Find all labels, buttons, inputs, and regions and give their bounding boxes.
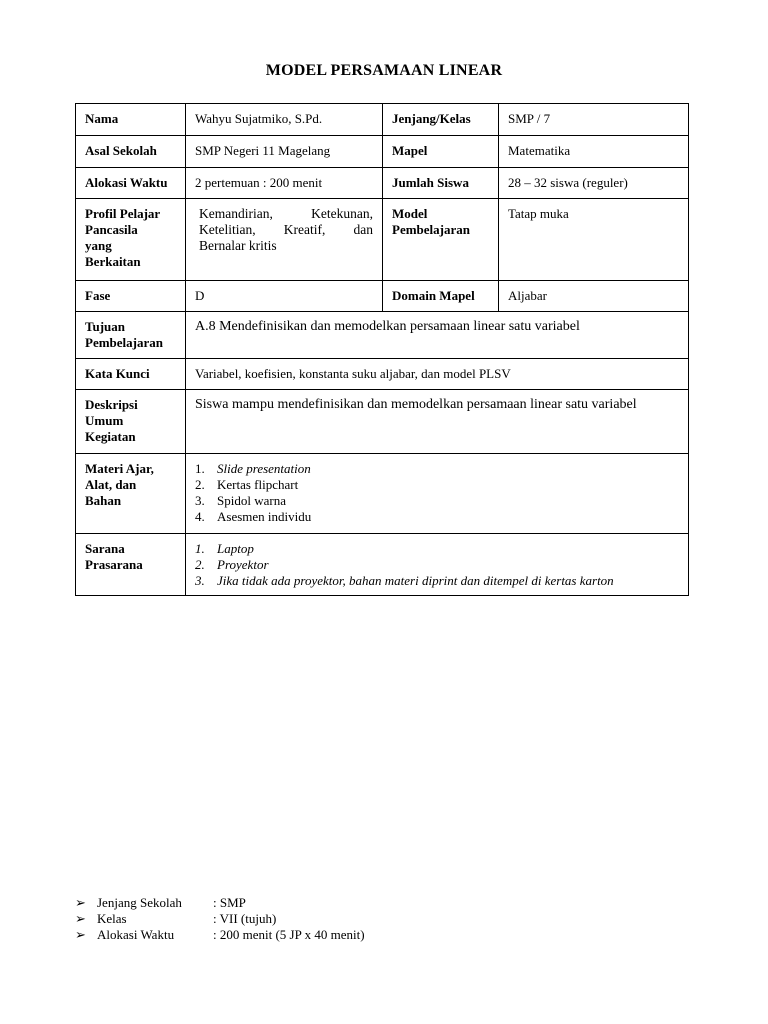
arrow-bullet-icon: ➢ <box>75 911 86 926</box>
list-number: 3. <box>195 573 205 588</box>
list-item <box>195 557 680 573</box>
arrow-bullet-icon: ➢ <box>75 895 86 910</box>
table-row <box>76 534 689 596</box>
list-item <box>195 477 680 493</box>
profil-label-line: Profil Pelajar <box>85 206 161 221</box>
profil-label-line: Berkaitan <box>85 254 141 269</box>
model-pembelajaran-value: Tatap muka <box>499 199 689 281</box>
list-item <box>75 895 365 911</box>
model-label-line: Pembelajaran <box>392 222 470 237</box>
profil-value-line: Kemandirian, Ketekunan, Ketelitian, Kreatif, dan <box>199 206 373 237</box>
sarana-label-line: Sarana <box>85 541 125 556</box>
list-number: 1. <box>195 461 205 476</box>
deskripsi-label-line: Deskripsi <box>85 397 138 412</box>
sarana-prasarana-label <box>76 534 186 596</box>
list-item <box>195 461 680 477</box>
model-label-line: Model <box>392 206 428 221</box>
jenjang-label: Jenjang/Kelas <box>383 104 499 136</box>
list-number: 3. <box>195 493 205 508</box>
summary-value: : SMP <box>213 895 246 910</box>
summary-key: Alokasi Waktu <box>97 927 175 942</box>
tujuan-label-line: Tujuan <box>85 319 125 334</box>
table-row <box>76 281 689 312</box>
fase-value: D <box>186 281 383 312</box>
list-number: 4. <box>195 509 205 524</box>
kata-kunci-label: Kata Kunci <box>76 359 186 390</box>
materi-label-line: Alat, dan <box>85 477 137 492</box>
list-item <box>195 541 680 557</box>
arrow-bullet-icon: ➢ <box>75 927 86 942</box>
table-row <box>76 199 689 281</box>
list-text: Spidol warna <box>217 493 286 508</box>
profil-value-line: Bernalar kritis <box>199 238 277 253</box>
nama-value: Wahyu Sujatmiko, S.Pd. <box>186 104 383 136</box>
list-item <box>75 927 365 943</box>
table-row <box>76 312 689 359</box>
jumlah-siswa-label: Jumlah Siswa <box>383 168 499 199</box>
summary-key: Kelas <box>97 911 127 926</box>
summary-value: : VII (tujuh) <box>213 911 277 926</box>
jumlah-siswa-value: 28 – 32 siswa (reguler) <box>499 168 689 199</box>
profil-label-line: yang <box>85 238 112 253</box>
list-number: 1. <box>195 541 205 556</box>
table-row <box>76 390 689 454</box>
list-item <box>195 509 680 525</box>
deskripsi-value: Siswa mampu mendefinisikan dan memodelkan persamaan linear satu variabel <box>186 390 689 454</box>
profil-pelajar-value <box>186 199 383 281</box>
lesson-info-table <box>75 103 689 596</box>
tujuan-pembelajaran-label <box>76 312 186 359</box>
list-text: Asesmen individu <box>217 509 312 524</box>
deskripsi-label-line: Kegiatan <box>85 429 136 444</box>
alokasi-waktu-label: Alokasi Waktu <box>76 168 186 199</box>
list-text: Proyektor <box>217 557 269 572</box>
materi-label-line: Materi Ajar, <box>85 461 154 476</box>
table-row <box>76 359 689 390</box>
list-number: 2. <box>195 557 205 572</box>
domain-mapel-label: Domain Mapel <box>383 281 499 312</box>
table-row <box>76 168 689 199</box>
domain-mapel-value: Aljabar <box>499 281 689 312</box>
list-item <box>75 911 365 927</box>
document-title: MODEL PERSAMAAN LINEAR <box>265 62 503 79</box>
alokasi-waktu-value: 2 pertemuan : 200 menit <box>186 168 383 199</box>
list-number: 2. <box>195 477 205 492</box>
materi-ajar-label <box>76 454 186 534</box>
summary-value: : 200 menit (5 JP x 40 menit) <box>213 927 365 942</box>
jenjang-value: SMP / 7 <box>499 104 689 136</box>
asal-sekolah-value: SMP Negeri 11 Magelang <box>186 136 383 168</box>
list-text: Slide presentation <box>217 461 311 476</box>
tujuan-label-line: Pembelajaran <box>85 335 163 350</box>
materi-ajar-value <box>186 454 689 534</box>
deskripsi-label <box>76 390 186 454</box>
summary-list <box>75 895 365 943</box>
list-text: Laptop <box>217 541 254 556</box>
materi-label-line: Bahan <box>85 493 122 508</box>
fase-label: Fase <box>76 281 186 312</box>
summary-key: Jenjang Sekolah <box>97 895 182 910</box>
table-row <box>76 136 689 168</box>
sarana-list <box>195 541 680 589</box>
asal-sekolah-label: Asal Sekolah <box>76 136 186 168</box>
model-pembelajaran-label <box>383 199 499 281</box>
list-item <box>195 493 680 509</box>
kata-kunci-value: Variabel, koefisien, konstanta suku aljabar, dan model PLSV <box>186 359 689 390</box>
mapel-value: Matematika <box>499 136 689 168</box>
table-row <box>76 454 689 534</box>
list-item <box>195 573 680 589</box>
nama-label: Nama <box>76 104 186 136</box>
profil-pelajar-label <box>76 199 186 281</box>
mapel-label: Mapel <box>383 136 499 168</box>
table-row <box>76 104 689 136</box>
materi-list <box>195 461 680 525</box>
sarana-label-line: Prasarana <box>85 557 143 572</box>
profil-label-line: Pancasila <box>85 222 138 237</box>
sarana-prasarana-value <box>186 534 689 596</box>
list-text: Jika tidak ada proyektor, bahan materi diprint dan ditempel di kertas karton <box>217 573 614 588</box>
list-text: Kertas flipchart <box>217 477 299 492</box>
deskripsi-label-line: Umum <box>85 413 124 428</box>
tujuan-pembelajaran-value: A.8 Mendefinisikan dan memodelkan persamaan linear satu variabel <box>186 312 689 359</box>
